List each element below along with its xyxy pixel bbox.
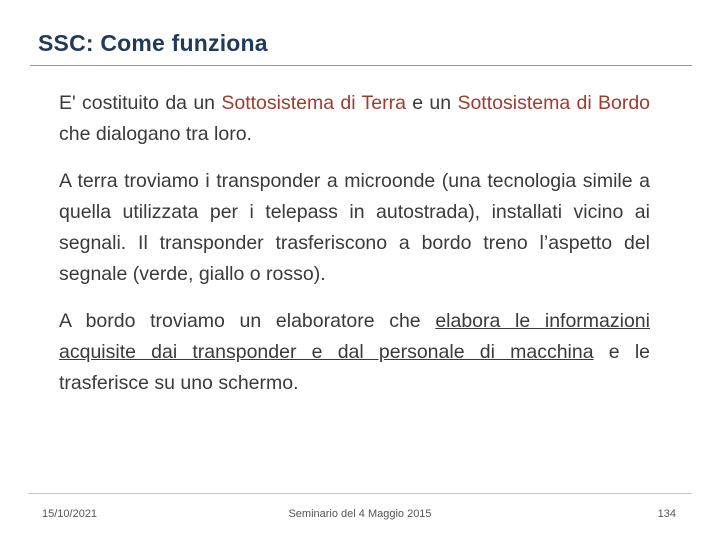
p3-text-1: A bordo troviamo un elaboratore che bbox=[59, 310, 436, 332]
footer-divider bbox=[28, 493, 692, 494]
p1-text-2: e un bbox=[405, 92, 458, 114]
p3-underlined-text: elabora le informazioni acquisite dai transponder e dal personale di macchina bbox=[59, 310, 650, 363]
paragraph-2: A terra troviamo i transponder a microonde (una tecnologia simile a quella utilizzata per i telepass in autostrada), installati vicino ai segnali. Il transponder trasferiscono a bordo treno l’aspetto del segnale (verde, giallo o rosso). bbox=[59, 170, 650, 285]
p1-highlight-terra: Sottosistema di Terra bbox=[221, 92, 406, 114]
paragraph-3 bbox=[59, 306, 650, 399]
title-divider bbox=[30, 65, 692, 66]
p1-text-3: che dialogano tra loro. bbox=[59, 123, 252, 145]
slide-body bbox=[59, 88, 650, 415]
slide-title: SSC: Come funziona bbox=[38, 30, 268, 56]
footer-title: Seminario del 4 Maggio 2015 bbox=[288, 508, 432, 520]
p1-highlight-bordo: Sottosistema di Bordo bbox=[457, 92, 651, 114]
footer-date: 15/10/2021 bbox=[42, 508, 98, 520]
p3-text-2: e le trasferisce su uno schermo. bbox=[59, 341, 651, 394]
paragraph-1 bbox=[59, 88, 650, 150]
page-number: 134 bbox=[657, 508, 676, 520]
p1-text-1: E' costituito da un bbox=[59, 92, 222, 114]
